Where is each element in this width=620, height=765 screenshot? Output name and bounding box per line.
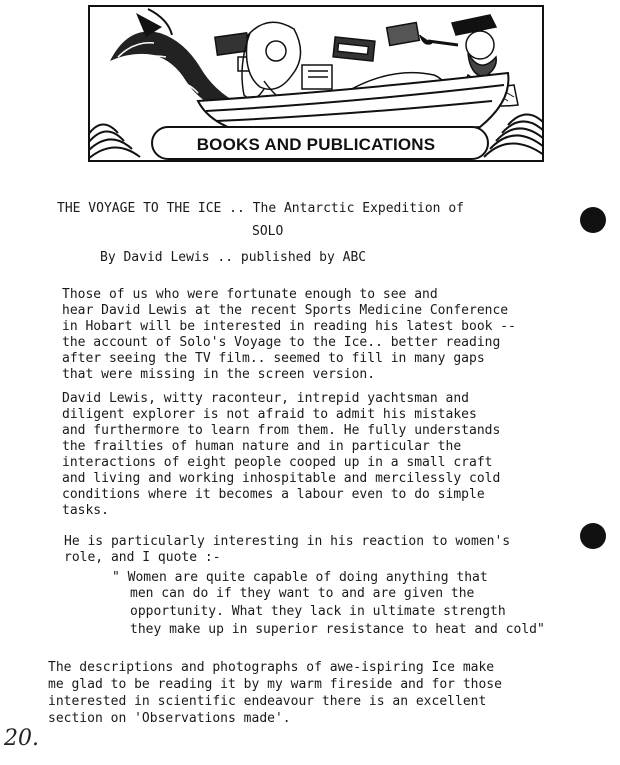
quote-line: opportunity. What they lack in ultimate strength	[130, 604, 506, 619]
byline: By David Lewis .. published by ABC	[100, 250, 367, 265]
paragraph-1-line: after seeing the TV film.. seemed to fill in many gaps	[62, 351, 485, 366]
paragraph-2-line: and furthermore to learn from them. He fully understands	[62, 423, 501, 438]
paragraph-1-line: the account of Solo's Voyage to the Ice.. better reading	[62, 335, 501, 350]
paragraph-1-line: in Hobart will be interested in reading his latest book --	[62, 319, 516, 334]
paragraph-4-line: me glad to be reading it by my warm fireside and for those	[48, 677, 502, 692]
paragraph-4-line: The descriptions and photographs of awe-ispiring Ice make	[48, 660, 495, 675]
paragraph-1-line: hear David Lewis at the recent Sports Medicine Conference	[62, 303, 509, 318]
quote-line: they make up in superior resistance to heat and cold"	[130, 622, 545, 637]
binder-hole-bottom	[580, 523, 606, 549]
article-title: THE VOYAGE TO THE ICE .. The Antarctic Expedition of	[57, 201, 464, 216]
paragraph-2-line: conditions where it becomes a labour even to do simple	[62, 487, 485, 502]
handwritten-page-number: 20.	[4, 726, 39, 751]
paragraph-4-line: interested in scientific endeavour there is an excellent	[48, 694, 487, 709]
quote-line: men can do if they want to and are given the	[130, 586, 475, 601]
paragraph-2-line: David Lewis, witty raconteur, intrepid yachtsman and	[62, 391, 469, 406]
quote-line: " Women are quite capable of doing anything that	[112, 570, 488, 585]
banner-title: BOOKS AND PUBLICATIONS	[196, 135, 436, 154]
paragraph-2-line: tasks.	[62, 503, 109, 518]
paragraph-4-line: section on 'Observations made'.	[48, 711, 291, 726]
paragraph-3-line: He is particularly interesting in his reaction to women's	[64, 534, 511, 549]
banner	[88, 5, 544, 163]
paragraph-1-line: Those of us who were fortunate enough to see and	[62, 287, 438, 302]
paragraph-1-line: that were missing in the screen version.	[62, 367, 376, 382]
mermaid-tail	[110, 9, 238, 113]
paragraph-3-line: role, and I quote :-	[64, 550, 221, 565]
boat	[198, 73, 508, 132]
paragraph-2-line: and living and working inhospitable and mercilessly cold	[62, 471, 501, 486]
paragraph-2-line: interactions of eight people cooped up in a small craft	[62, 455, 493, 470]
paragraph-2-line: the frailties of human nature and in particular the	[62, 439, 462, 454]
article-subtitle: SOLO	[252, 224, 284, 239]
binder-hole-top	[580, 207, 606, 233]
paragraph-2-line: diligent explorer is not afraid to admit his mistakes	[62, 407, 477, 422]
